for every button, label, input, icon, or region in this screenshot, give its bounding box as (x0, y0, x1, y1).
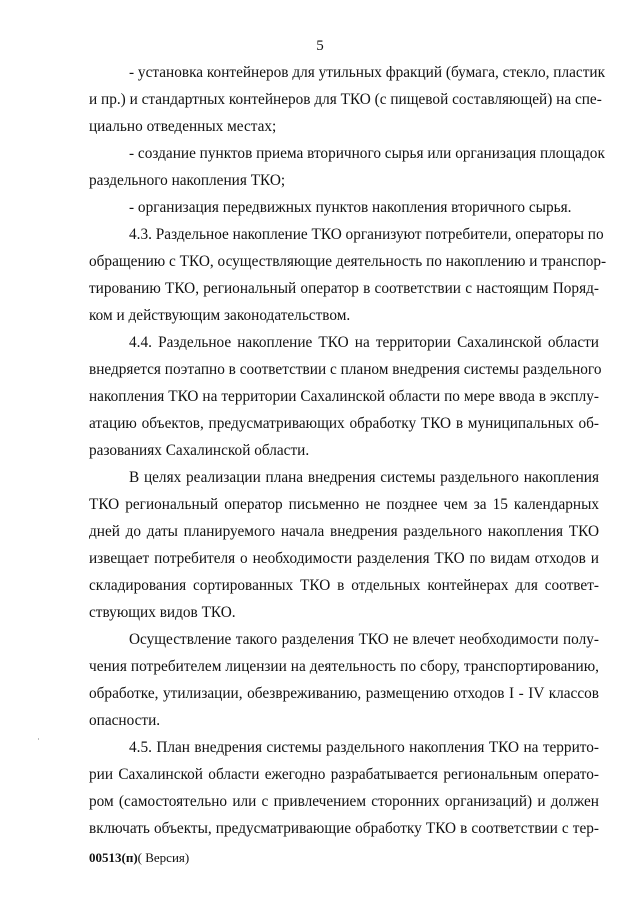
text-line: разованиях Сахалинской области. (89, 442, 310, 459)
text-line: накопления ТКО на территории Сахалинской области по мере ввода в эксплу- (89, 388, 599, 405)
text-line: ствующих видов ТКО. (89, 604, 236, 621)
text-line: 4.3. Раздельное накопление ТКО организуют потребители, операторы по (129, 226, 604, 243)
text-line: - установка контейнеров для утильных фракций (бумага, стекло, пластик (129, 64, 606, 81)
text-line: раздельного накопления ТКО; (89, 172, 286, 189)
text-line: рии Сахалинской области ежегодно разрабатывается региональным операто- (89, 766, 599, 783)
text-line: 4.5. План внедрения системы раздельного накопления ТКО на террито- (129, 739, 599, 756)
document-footer (89, 850, 189, 866)
text-line: В целях реализации плана внедрения системы раздельного накопления (129, 469, 599, 486)
text-line: - создание пунктов приема вторичного сырья или организация площадок (129, 145, 605, 162)
text-line: и пр.) и стандартных контейнеров для ТКО (с пищевой составляющей) на спе- (89, 91, 602, 108)
text-line: ром (самостоятельно или с привлечением сторонних организаций) и должен (89, 793, 599, 810)
text-line: складирования сортированных ТКО в отдельных контейнерах для соответ- (89, 577, 599, 594)
text-line: чения потребителем лицензии на деятельность по сбору, транспортированию, (89, 658, 599, 675)
text-line: атацию объектов, предусматривающих обработку ТКО в муниципальных об- (89, 415, 599, 432)
text-line: Осуществление такого разделения ТКО не влечет необходимости полу- (129, 631, 599, 648)
text-line: - организация передвижных пунктов накопления вторичного сырья. (129, 199, 572, 216)
text-line: обращению с ТКО, осуществляющие деятельность по накоплению и транспор- (89, 253, 607, 270)
text-line: включать объекты, предусматривающие обработку ТКО в соответствии с тер- (89, 820, 599, 837)
text-line: дней до даты планируемого начала внедрения раздельного накопления ТКО (89, 523, 599, 540)
text-line: ТКО региональный оператор письменно не позднее чем за 15 календарных (89, 496, 599, 513)
footer-version: ( Версия) (137, 850, 190, 865)
text-line: 4.4. Раздельное накопление ТКО на территории Сахалинской области (129, 334, 599, 351)
margin-mark (38, 738, 39, 740)
footer-code: 00513(п) (89, 850, 138, 865)
text-line: тированию ТКО, региональный оператор в соответствии с настоящим Поряд- (89, 280, 599, 297)
text-line: извещает потребителя о необходимости разделения ТКО по видам отходов и (89, 550, 599, 567)
page-number: 5 (316, 38, 324, 54)
text-line: внедряется поэтапно в соответствии с планом внедрения системы раздельного (89, 361, 602, 378)
text-line: опасности. (89, 712, 161, 729)
text-line: ком и действующим законодательством. (89, 307, 351, 324)
text-line: циально отведенных местах; (89, 118, 277, 135)
text-line: обработке, утилизации, обезвреживанию, размещению отходов I - IV классов (89, 685, 599, 702)
document-body (89, 59, 607, 842)
